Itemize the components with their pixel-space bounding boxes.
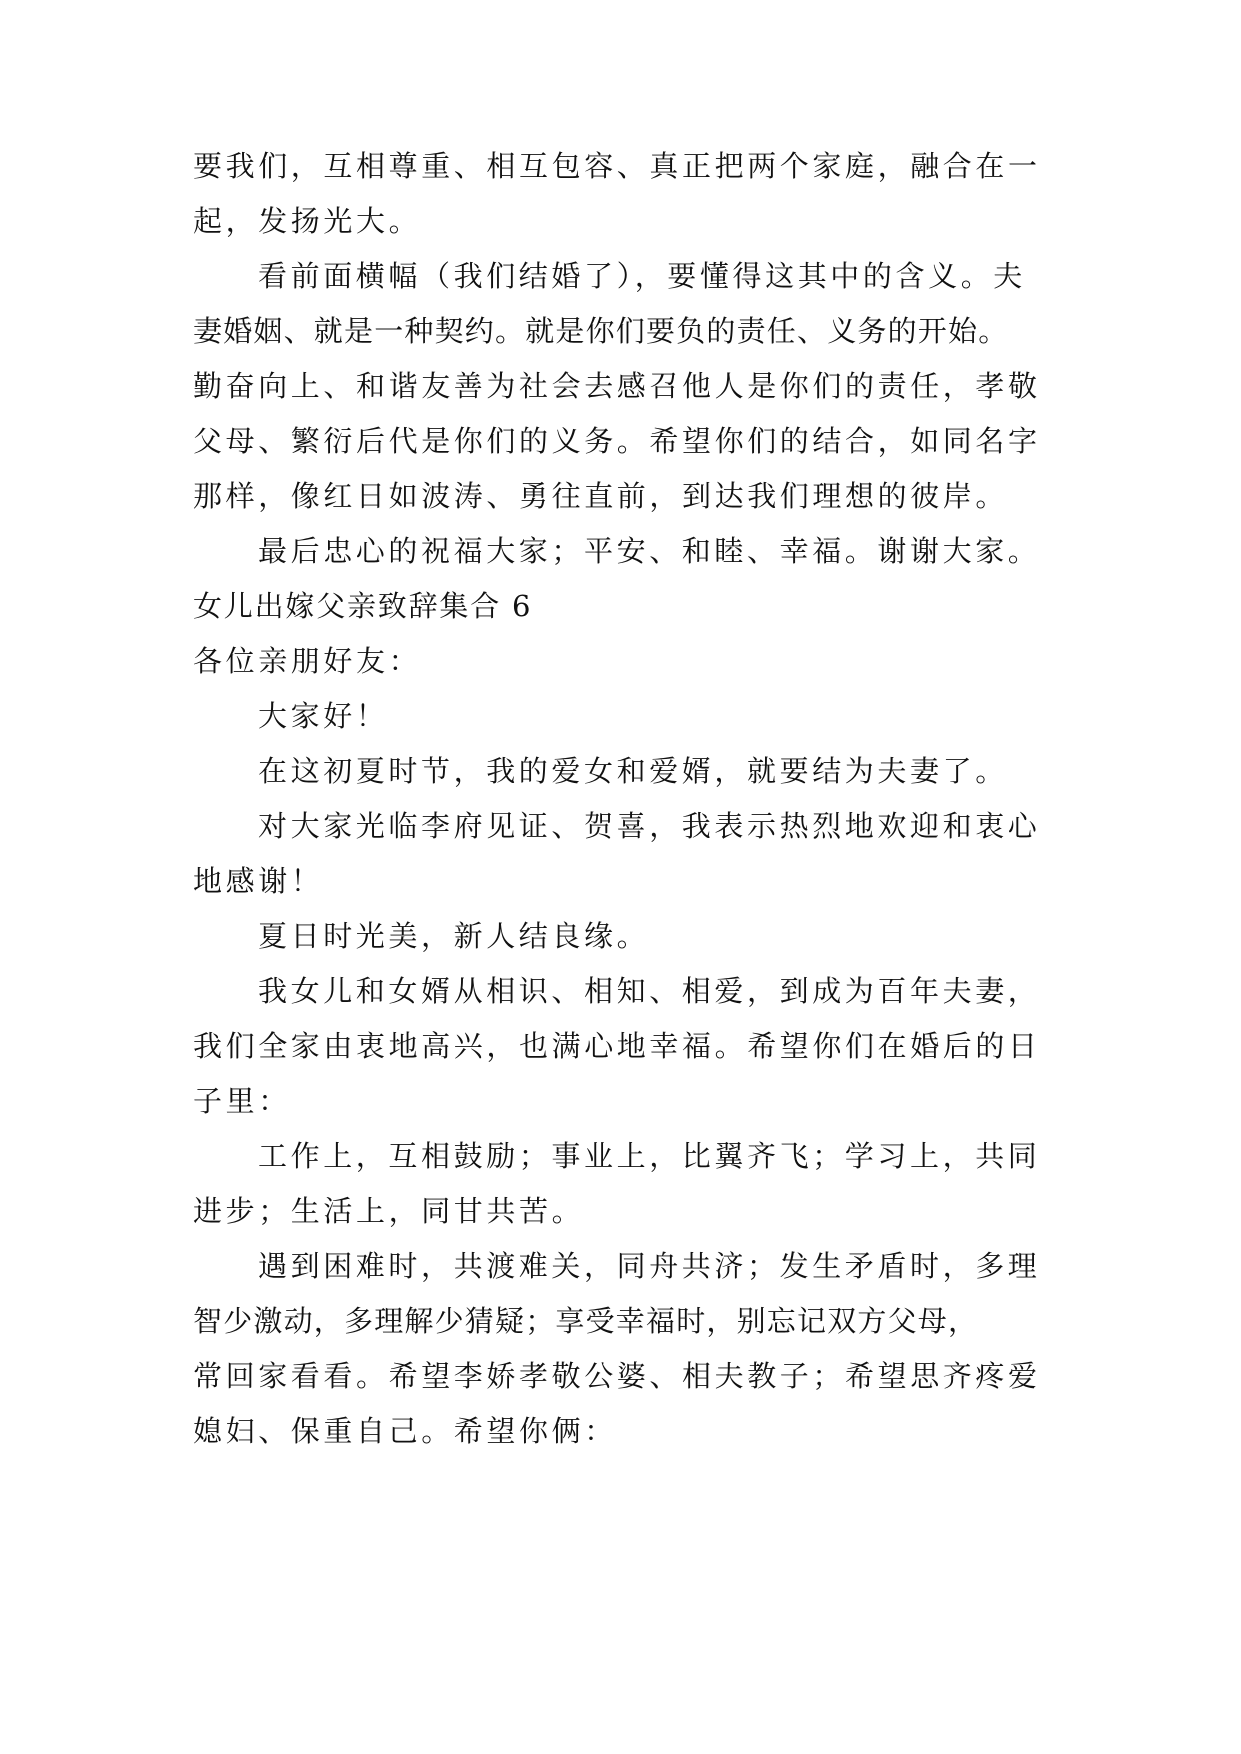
paragraph-line: 我们全家由衷地高兴，也满心地幸福。希望你们在婚后的日 <box>193 1029 1041 1063</box>
paragraph-line: 最后忠心的祝福大家；平安、和睦、幸福。谢谢大家。 <box>258 534 1041 568</box>
salutation-line: 各位亲朋好友： <box>193 644 422 678</box>
paragraph-line: 智少激动，多理解少猜疑；享受幸福时，别忘记双方父母， <box>193 1304 979 1338</box>
paragraph-line: 进步；生活上，同甘共苦。 <box>193 1194 585 1228</box>
paragraph-line: 起，发扬光大。 <box>193 204 422 238</box>
section-heading: 女儿出嫁父亲致辞集合 6 <box>193 589 533 623</box>
paragraph-line: 父母、繁衍后代是你们的义务。希望你们的结合，如同名字 <box>193 424 1041 458</box>
paragraph-line: 工作上，互相鼓励；事业上，比翼齐飞；学习上，共同 <box>258 1139 1041 1173</box>
paragraph-line: 大家好！ <box>258 699 389 733</box>
paragraph-line: 我女儿和女婿从相识、相知、相爱，到成为百年夫妻， <box>258 974 1041 1008</box>
paragraph-line: 要我们，互相尊重、相互包容、真正把两个家庭，融合在一 <box>193 149 1041 183</box>
paragraph-line: 那样，像红日如波涛、勇往直前，到达我们理想的彼岸。 <box>193 479 1009 513</box>
paragraph-line: 地感谢！ <box>193 864 324 898</box>
paragraph-line: 常回家看看。希望李娇孝敬公婆、相夫教子；希望思齐疼爱 <box>193 1359 1041 1393</box>
paragraph-line: 遇到困难时，共渡难关，同舟共济；发生矛盾时，多理 <box>258 1249 1041 1283</box>
paragraph-line: 看前面横幅（我们结婚了），要懂得这其中的含义。夫 <box>258 259 1026 293</box>
paragraph-line: 夏日时光美，新人结良缘。 <box>258 919 650 953</box>
paragraph-line: 勤奋向上、和谐友善为社会去感召他人是你们的责任，孝敬 <box>193 369 1041 403</box>
paragraph-line: 妻婚姻、就是一种契约。就是你们要负的责任、义务的开始。 <box>193 314 1009 348</box>
paragraph-line: 媳妇、保重自己。希望你俩： <box>193 1414 617 1448</box>
paragraph-line: 对大家光临李府见证、贺喜，我表示热烈地欢迎和衷心 <box>258 809 1041 843</box>
paragraph-line: 子里： <box>193 1084 291 1118</box>
paragraph-line: 在这初夏时节，我的爱女和爱婿，就要结为夫妻了。 <box>258 754 1008 788</box>
